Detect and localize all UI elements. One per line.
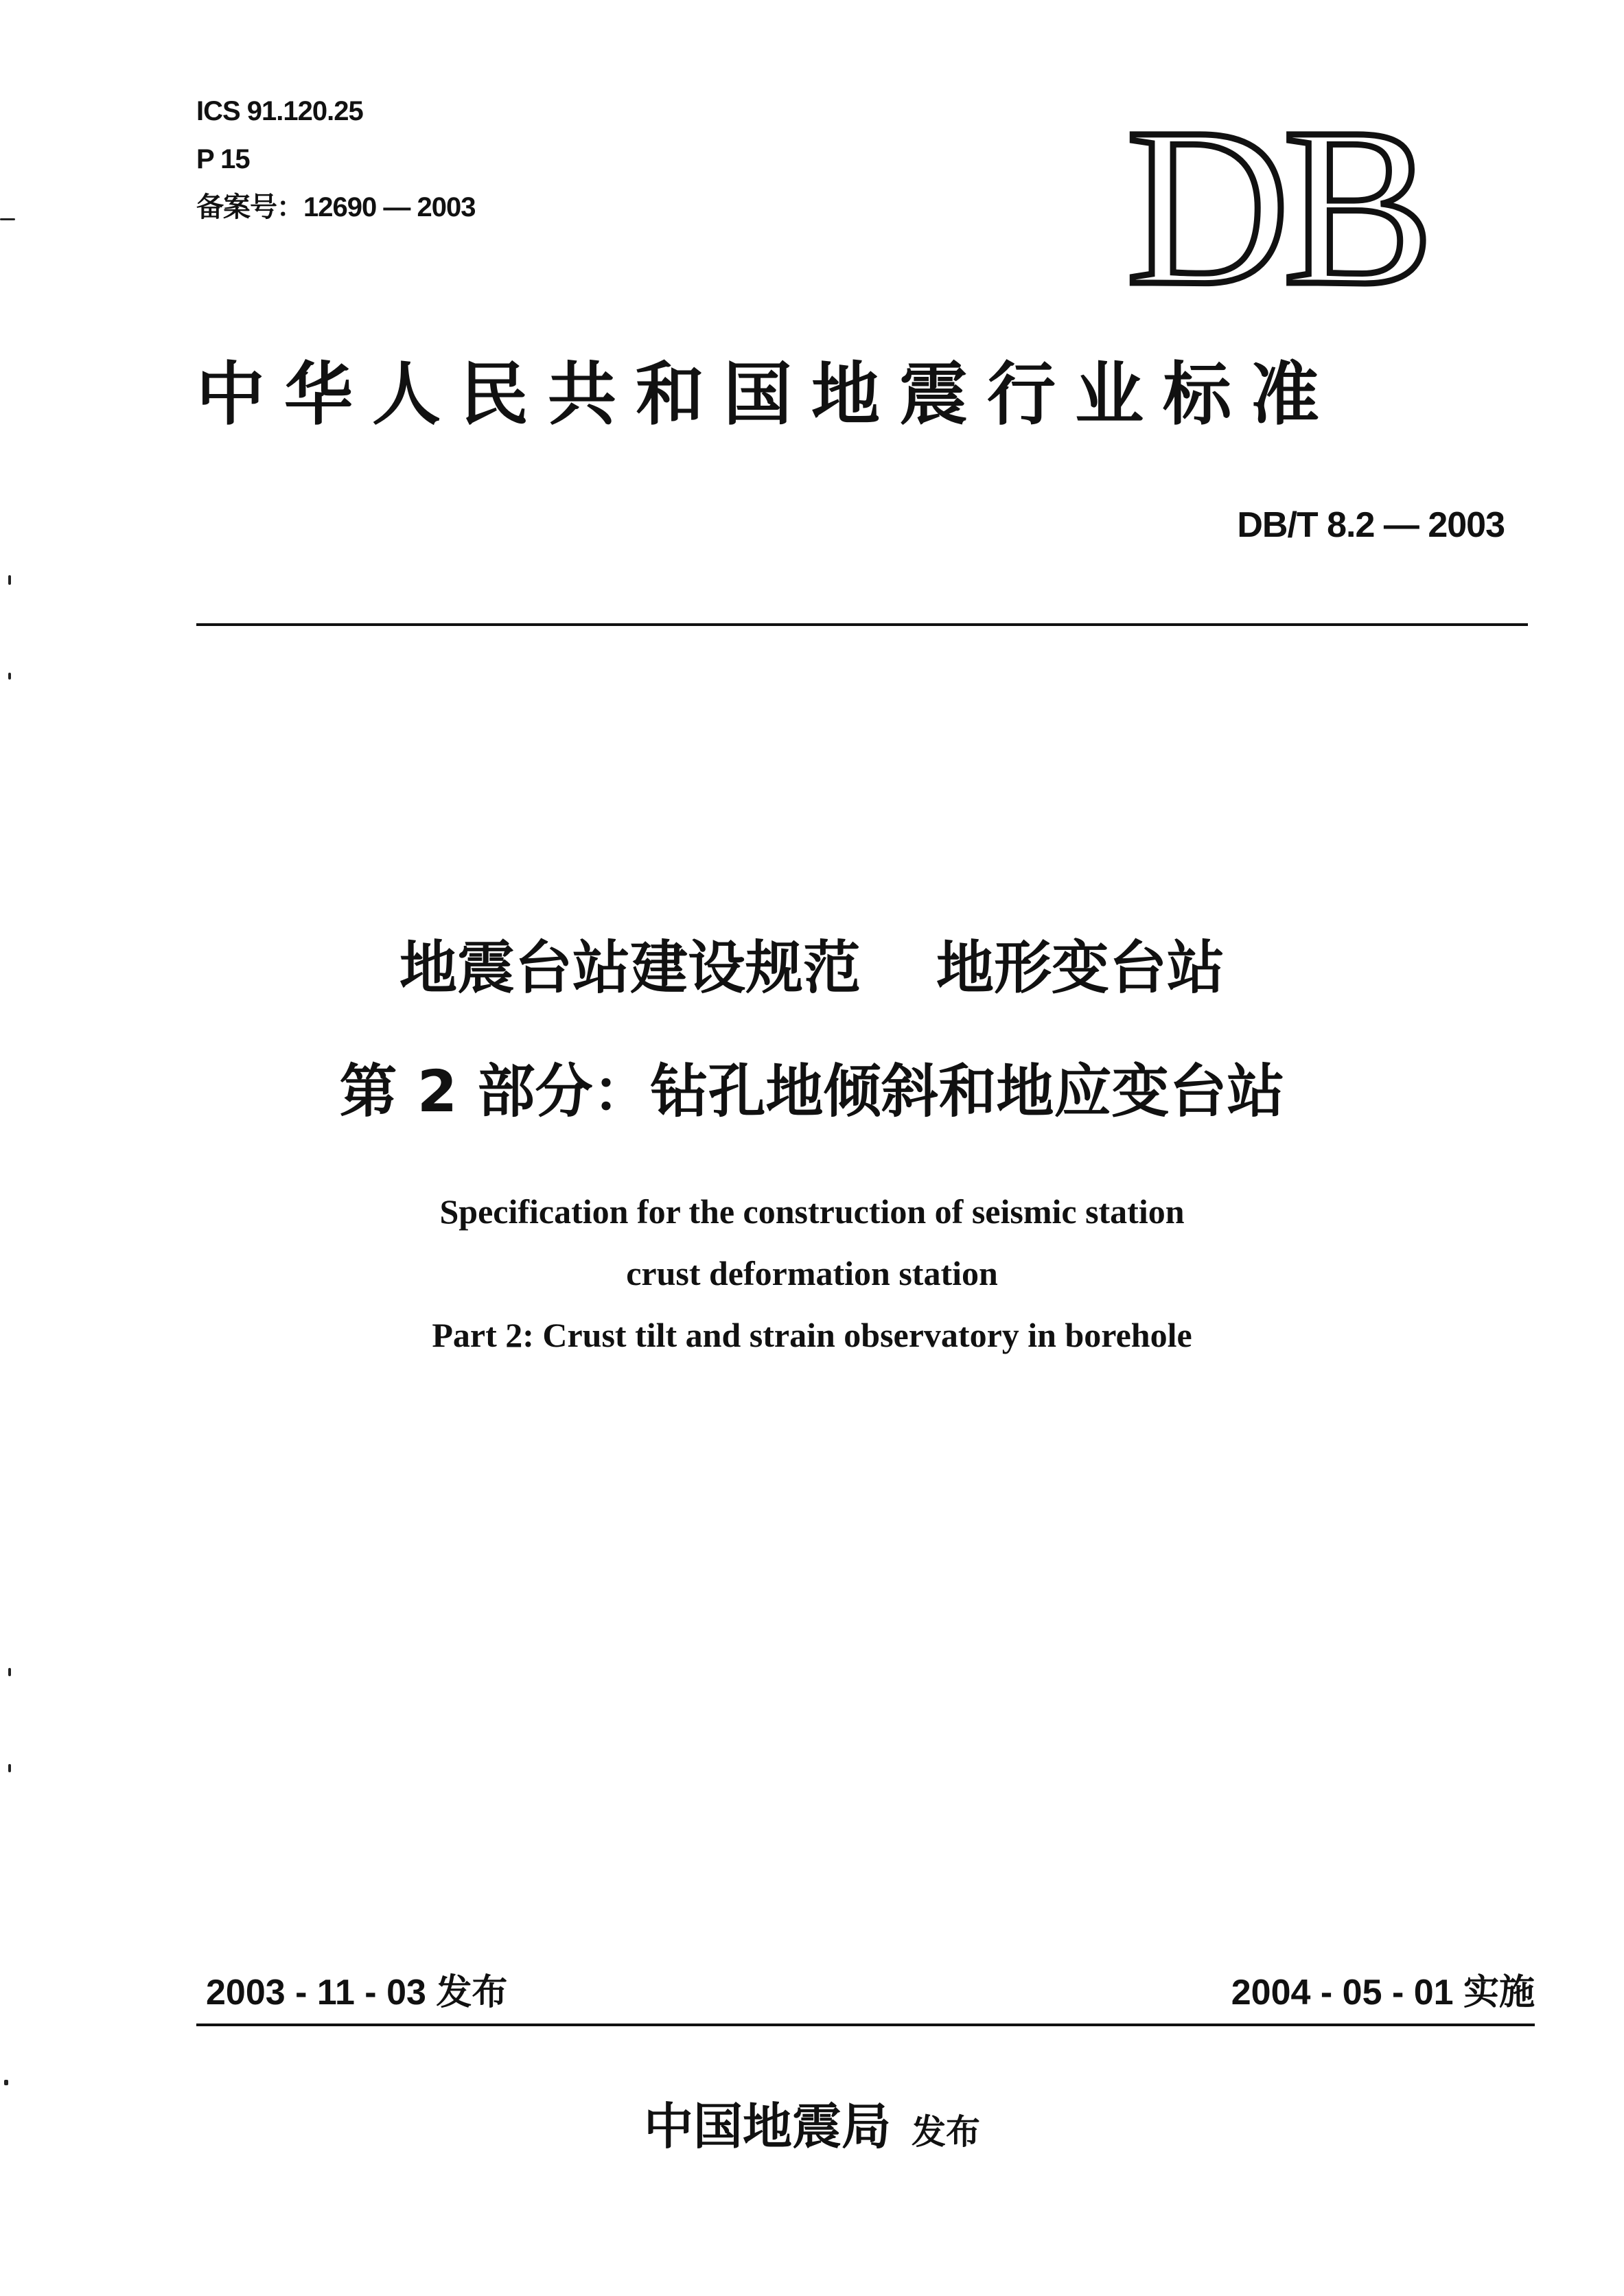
ics-code: ICS 91.120.25 <box>196 96 363 126</box>
publisher-organization: 中国地震局 <box>643 2098 891 2155</box>
footer-divider <box>196 2024 1535 2026</box>
classification-code: P 15 <box>196 144 250 174</box>
db-logo-graphic <box>1112 103 1441 302</box>
scan-artifact <box>4 2080 8 2085</box>
db-logo <box>1112 103 1441 302</box>
scan-artifact <box>8 673 11 680</box>
scan-artifact <box>8 1764 11 1772</box>
title-cn-line1-part1: 地震台站建设规范 <box>399 934 861 1001</box>
effective-date: 2004 - 05 - 01 实施 <box>1231 1973 1535 2013</box>
db-logo-text: DB <box>1126 103 1428 302</box>
title-en-line3: Part 2: Crust tilt and strain observatory in borehole <box>432 1316 1192 1354</box>
standard-category-title: 中华人民共和国地震行业标准 <box>196 354 1338 434</box>
scan-artifact <box>8 1668 11 1676</box>
header-divider <box>196 623 1528 626</box>
publisher-verb: 发布 <box>912 2112 980 2152</box>
title-cn-line1 <box>0 934 1624 1003</box>
title-en-line2: crust deformation station <box>626 1254 998 1292</box>
issue-date: 2003 - 11 - 03 发布 <box>206 1973 508 2013</box>
standard-code: DB/T 8.2 — 2003 <box>1237 505 1505 545</box>
record-number: 备案号：12690 — 2003 <box>196 192 476 222</box>
publisher <box>0 2087 1624 2158</box>
title-cn-line1-part2: 地形变台站 <box>936 934 1225 1001</box>
scan-artifact <box>8 575 11 585</box>
scan-artifact <box>0 218 15 220</box>
title-en-line1: Specification for the construction of seismic station <box>439 1192 1185 1231</box>
title-cn-line2: 第 2 部分：钻孔地倾斜和地应变台站 <box>339 1058 1285 1125</box>
